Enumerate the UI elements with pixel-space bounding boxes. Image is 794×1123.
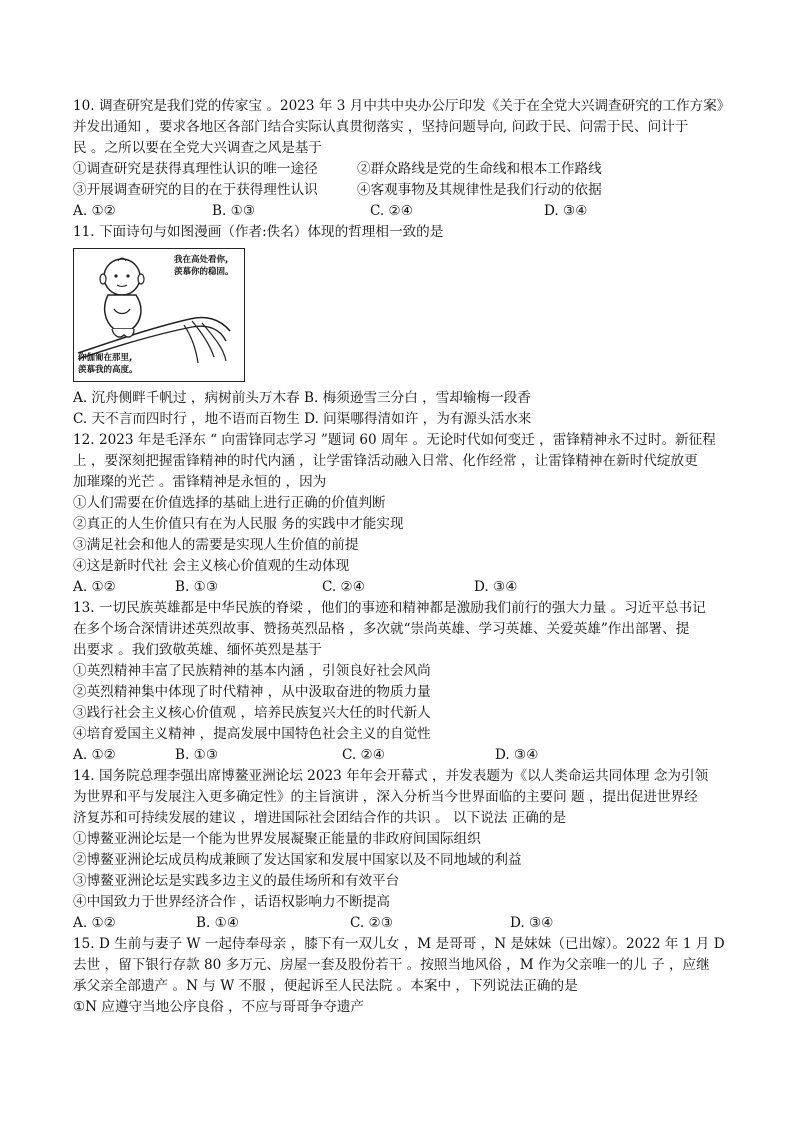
q10-statement-3: ③开展调查研究的目的在于获得理性认识 <box>73 182 318 198</box>
q13-statement-2: ②英烈精神集中体现了时代精神 ，从中汲取奋进的物质力量 <box>73 684 431 700</box>
q15-stem-line-3: 承父亲全部遗产 。N 与 W 不服 ，便起诉至人民法院 。本案中 ，下列说法正确的是 <box>73 978 578 994</box>
q10-option-d[interactable]: D. ③④ <box>544 203 588 219</box>
q10-stem-line-1: 10. 调查研究是我们党的传家宝 。2023 年 3 月中共中央办公厅印发《关于在全党大兴调查研究的工作方案》 <box>73 98 731 114</box>
q12-option-a[interactable]: A. ①② <box>73 579 116 595</box>
q12-statement-4: ④这是新时代社 会主义核心价值观的生动体现 <box>73 558 350 574</box>
q12-statement-2: ②真正的人生价值只有在为人民服 务的实践中才能实现 <box>73 516 404 532</box>
cartoon-bottom-text-2: 羡慕我的高度。 <box>78 365 138 375</box>
q13-stem-line-2: 在多个场合深情讲述英烈故事、赞扬英烈品格 ，多次就“崇尚英雄、学习英雄、关爱英雄”作出部署、提 <box>73 621 690 637</box>
q14-stem-line-3: 济复苏和可持续发展的建议 ，增进国际社会团结合作的共识 。 以下说法 正确的是 <box>73 810 567 826</box>
q12-option-c[interactable]: C. ②④ <box>322 579 365 595</box>
q12-stem-line-2: 上 ，要深刻把握雷锋精神的时代内涵 ，让学雷锋活动融入日常、化作经常 ，让雷锋精神在新时代绽放更 <box>73 453 698 469</box>
q12-statement-1: ①人们需要在价值选择的基础上进行正确的价值判断 <box>73 495 386 511</box>
q14-option-a[interactable]: A. ①② <box>73 915 116 931</box>
q14-statement-3: ③博鳌亚洲论坛是实践多边主义的最佳场所和有效平台 <box>73 873 400 889</box>
q10-statements-row-1 <box>73 159 733 179</box>
q13-stem-line-1: 13. 一切民族英雄都是中华民族的脊梁 ，他们的事迹和精神都是激励我们前行的强大力量 。习近平总书记 <box>73 600 706 616</box>
q15-stem-line-2: 去世 ，留下银行存款 80 多万元、房屋一套及股份若干 。按照当地风俗 ，M 作为父亲唯一的儿 子 ，应继 <box>73 957 710 973</box>
q14-stem-line-2: 为世界和平与发展注入更多确定性》的主旨演讲 ，深入分析当今世界面临的主要问 题 ，提出促进世界经 <box>73 789 698 805</box>
q13-options <box>73 745 733 765</box>
q10-statement-4: ④客观事物及其规律性是我们行动的依据 <box>357 182 602 198</box>
q10-stem-line-3: 民 。之所以要在全党大兴调查之风是基于 <box>73 140 323 156</box>
q12-stem-line-3: 加璀璨的光芒 。雷锋精神是永恒的 ，因为 <box>73 474 327 490</box>
q14-statement-2: ②博鳌亚洲论坛成员构成兼顾了发达国家和发展中国家以及不同地域的利益 <box>73 852 522 868</box>
q10-options <box>73 201 733 221</box>
q10-statement-2: ②群众路线是党的生命线和根本工作路线 <box>357 161 602 177</box>
q14-options <box>73 913 733 933</box>
q12-option-d[interactable]: D. ③④ <box>474 579 518 595</box>
q13-statement-4: ④培育爱国主义精神 ，提高发展中国特色社会主义的自觉性 <box>73 726 431 742</box>
q11-choice-row-1[interactable]: A. 沉舟侧畔千帆过 ，病树前头万木春 B. 梅须逊雪三分白 ，雪却输梅一段香 <box>73 390 531 406</box>
q14-statement-1: ①博鳌亚洲论坛是一个能为世界发展凝聚正能量的非政府间国际组织 <box>73 831 481 847</box>
q14-statement-4: ④中国致力于世界经济合作 ，话语权影响力不断提高 <box>73 894 390 910</box>
q15-statement-1: ①N 应遵守当地公序良俗 ，不应与哥哥争夺遗产 <box>73 999 365 1015</box>
q11-choice-row-2[interactable]: C. 天不言而四时行 ，地不语而百物生 D. 问渠哪得清如许 ，为有源头活水来 <box>73 411 532 427</box>
cartoon-bottom-text-1: 你伽匍在那里, <box>78 353 133 363</box>
cartoon-top-text-2: 羡慕你的稳固。 <box>174 267 234 277</box>
q11-cartoon <box>73 248 245 382</box>
q12-option-b[interactable]: B. ①③ <box>175 579 219 595</box>
cartoon-top-text-1: 我在高处看你, <box>174 255 229 265</box>
q12-statement-3: ③满足社会和他人的需要是实现人生价值的前提 <box>73 537 359 553</box>
q13-statement-1: ①英烈精神丰富了民族精神的基本内涵 ，引领良好社会风尚 <box>73 663 431 679</box>
q10-stem-line-2: 并发出通知 ，要求各地区各部门结合实际认真贯彻落实 ，坚持问题导向, 问政于民、问需于民、问计于 <box>73 119 689 135</box>
q13-option-d[interactable]: D. ③④ <box>495 747 539 763</box>
q13-statement-3: ③践行社会主义核心价值观 ，培养民族复兴大任的时代新人 <box>73 705 431 721</box>
q14-stem-line-1: 14. 国务院总理李强出席博鳌亚洲论坛 2023 年年会开幕式 ，并发表题为《以人类命运共同体理 念为引领 <box>73 768 709 784</box>
q12-stem-line-1: 12. 2023 年是毛泽东 “ 向雷锋同志学习 ”题词 60 周年 。无论时代如何变迁 ，雷锋精神永不过时。新征程 <box>73 432 716 448</box>
q12-options <box>73 577 733 597</box>
q13-option-c[interactable]: C. ②④ <box>342 747 385 763</box>
q10-option-b[interactable]: B. ①③ <box>212 203 256 219</box>
q13-option-a[interactable]: A. ①② <box>73 747 116 763</box>
q14-option-c[interactable]: C. ②③ <box>350 915 393 931</box>
q10-statements-row-2 <box>73 180 733 200</box>
q14-option-b[interactable]: B. ①④ <box>196 915 240 931</box>
q13-option-b[interactable]: B. ①③ <box>175 747 219 763</box>
q14-option-d[interactable]: D. ③④ <box>510 915 554 931</box>
q10-option-c[interactable]: C. ②④ <box>370 203 413 219</box>
q13-stem-line-3: 出要求 。我们致敬英雄、缅怀英烈是基于 <box>73 642 323 658</box>
q15-stem-line-1: 15. D 生前与妻子 W 一起侍奉母亲 ，膝下有一双儿女 ，M 是哥哥 ，N 是妹妹（已出嫁）。2022 年 1 月 D <box>73 936 725 952</box>
q10-option-a[interactable]: A. ①② <box>73 203 116 219</box>
q11-stem: 11. 下面诗句与如图漫画（作者:佚名）体现的哲理相一致的是 <box>73 224 444 240</box>
q10-statement-1: ①调查研究是获得真理性认识的唯一途径 <box>73 161 318 177</box>
